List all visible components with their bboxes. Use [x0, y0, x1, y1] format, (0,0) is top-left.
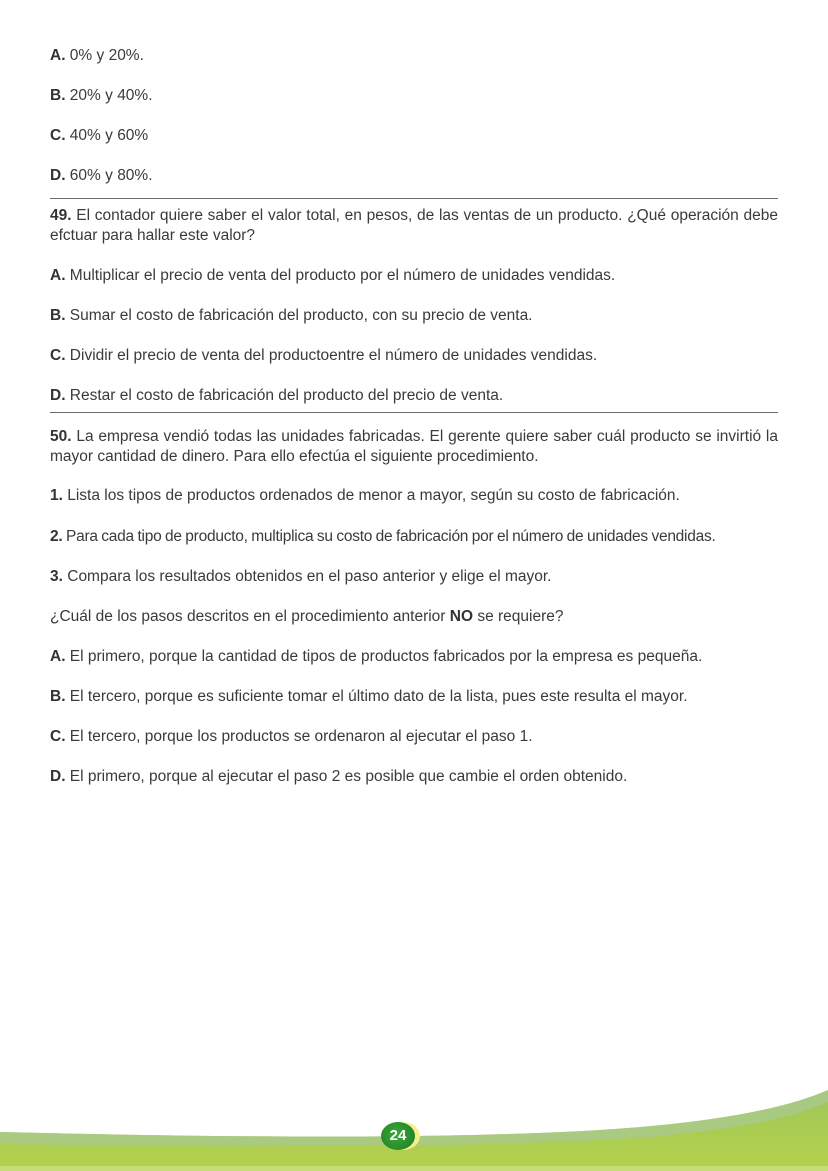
q48-option-d: D. 60% y 80%.	[50, 167, 153, 184]
q49-stem: 49. El contador quiere saber el valor total, en pesos, de las ventas de un producto. ¿Qué operación debe efctuar para hallar este valor?	[50, 207, 778, 244]
q50-option-b: B. El tercero, porque es suficiente tomar el último dato de la lista, pues este resulta el mayor.	[50, 688, 688, 705]
q50-step-3: 3. Compara los resultados obtenidos en el paso anterior y elige el mayor.	[50, 568, 552, 585]
q50-stem: 50. La empresa vendió todas las unidades fabricadas. El gerente quiere saber cuál producto se invirtió la mayor cantidad de dinero. Para ello efectúa el siguiente procedimiento.	[50, 428, 778, 465]
q50-option-d: D. El primero, porque al ejecutar el paso 2 es posible que cambie el orden obtenido.	[50, 768, 628, 785]
q48-option-c: C. 40% y 60%	[50, 127, 149, 144]
page-number: 24	[381, 1122, 415, 1150]
q50-question: ¿Cuál de los pasos descritos en el procedimiento anterior NO se requiere?	[50, 608, 564, 625]
divider	[50, 198, 778, 199]
q49-option-c: C. Dividir el precio de venta del productoentre el número de unidades vendidas.	[50, 347, 598, 364]
q48-option-a: A. 0% y 20%.	[50, 47, 144, 64]
q50-option-a: A. El primero, porque la cantidad de tipos de productos fabricados por la empresa es pequeña.	[50, 648, 703, 665]
q49-option-a: A. Multiplicar el precio de venta del producto por el número de unidades vendidas.	[50, 267, 616, 284]
q50-step-1: 1. Lista los tipos de productos ordenados de menor a mayor, según su costo de fabricación.	[50, 487, 680, 504]
q50-option-c: C. El tercero, porque los productos se ordenaron al ejecutar el paso 1.	[50, 728, 533, 745]
q48-option-b: B. 20% y 40%.	[50, 87, 153, 104]
q49-option-b: B. Sumar el costo de fabricación del producto, con su precio de venta.	[50, 307, 533, 324]
footer-green-wave	[0, 1080, 828, 1171]
q50-step-2: 2. Para cada tipo de producto, multiplica su costo de fabricación por el número de unidades vendidas.	[50, 528, 716, 545]
q49-option-d: D. Restar el costo de fabricación del producto del precio de venta.	[50, 387, 504, 404]
divider	[50, 412, 778, 413]
